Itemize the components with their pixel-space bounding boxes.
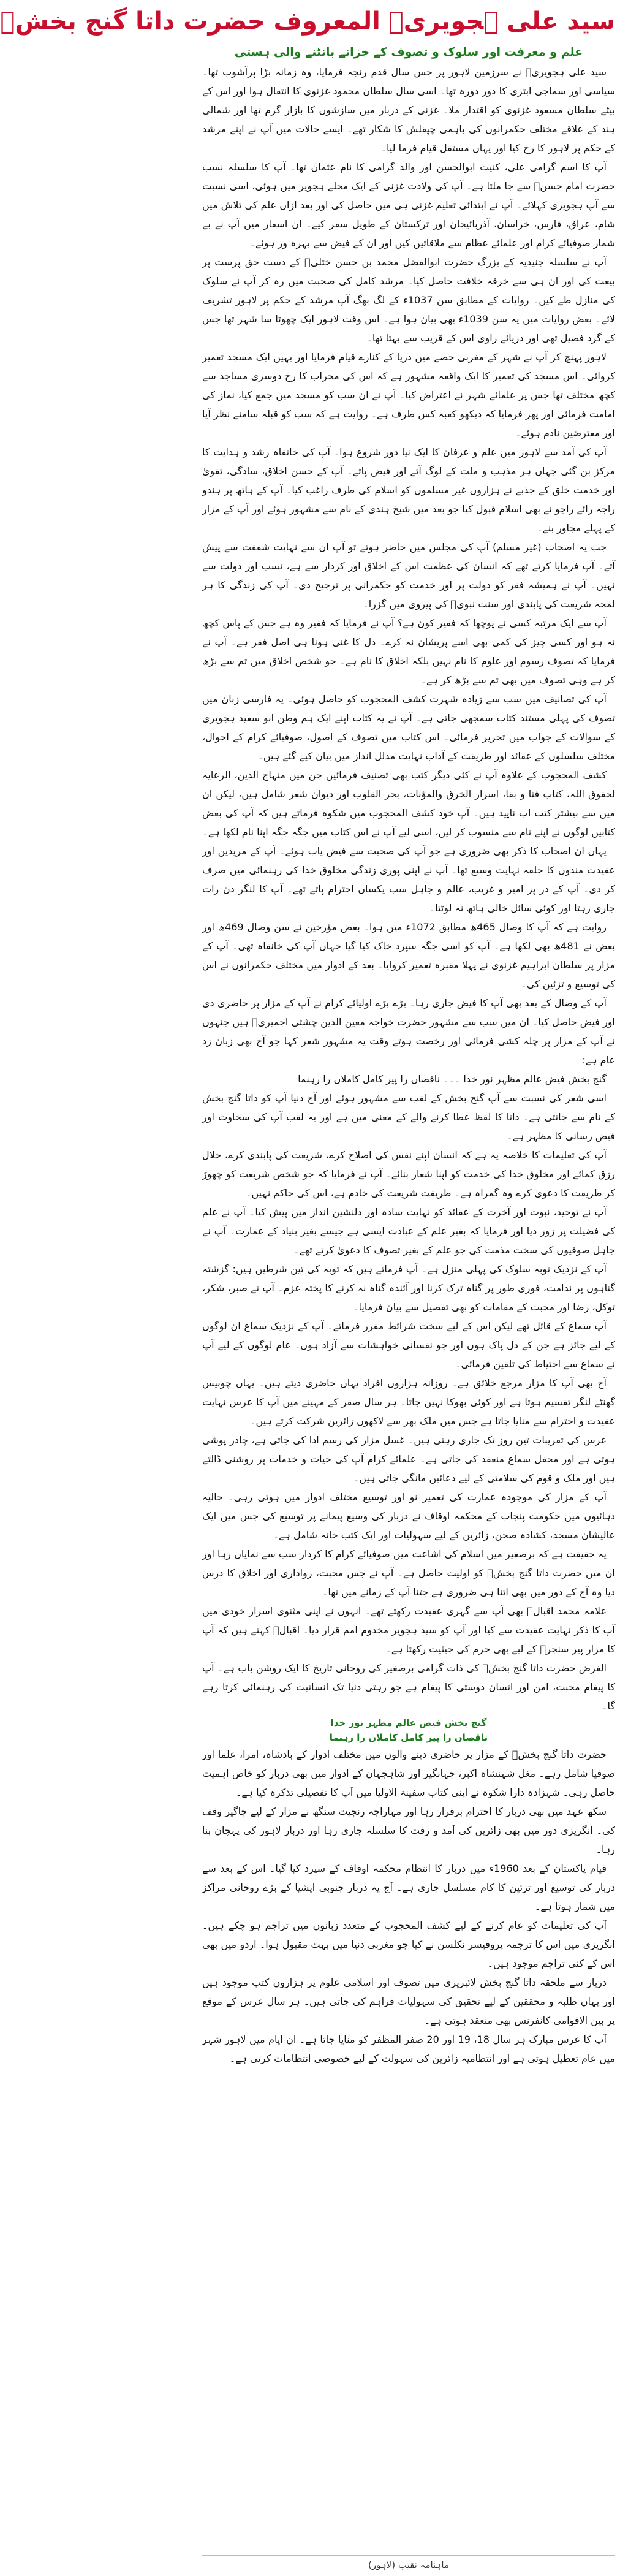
paragraph: یہاں ان اصحاب کا ذکر بھی ضروری ہے جو آپ کی صحبت سے فیض یاب ہوئے۔ آپ کے مریدین اور عقیدت مندوں کا حلقہ نہایت وسیع تھا۔ آپ نے اپنی پوری زندگی مخلوق خدا کی رہنمائی میں صرف کر دی۔ آپ کے در پر امیر و غریب، عالم و جاہل سب یکساں احترام پاتے تھے۔ آپ کا لنگر دن رات جاری رہتا اور کوئی سائل خالی ہاتھ نہ لوٹتا۔ <box>202 845 615 914</box>
paragraph: آپ کا عرس مبارک ہر سال 18، 19 اور 20 صفر المظفر کو منایا جاتا ہے۔ ان ایام میں لاہور شہر میں عام تعطیل ہوتی ہے اور انتظامیہ زائرین کی سہولت کے لیے خصوصی انتظامات کرتی ہے۔ <box>202 2034 615 2064</box>
paragraph: یہ حقیقت ہے کہ برصغیر میں اسلام کی اشاعت میں صوفیائے کرام کا کردار سب سے نمایاں رہا اور ان میں حضرت داتا گنج بخشؒ کو اولیت حاصل ہے۔ آپ نے جس محبت، رواداری اور اخلاق کا درس دیا وہ آج کے دور میں بھی اتنا ہی ضروری ہے جتنا آپ کے زمانے میں تھا۔ <box>202 1548 615 1598</box>
paragraph: دربار سے ملحقہ داتا گنج بخش لائبریری میں تصوف اور اسلامی علوم پر ہزاروں کتب موجود ہیں اور یہاں طلبہ و محققین کے لیے تحقیق کی سہولیات فراہم کی جاتی ہیں۔ ہر سال عرس کے موقع پر بین الاقوامی کانفرنس بھی منعقد ہوتی ہے۔ <box>202 1977 615 2026</box>
paragraph: آپ کی تعلیمات کا خلاصہ یہ ہے کہ انسان اپنے نفس کی اصلاح کرے، شریعت کی پابندی کرے، حلال رزق کمائے اور مخلوق خدا کی خدمت کو اپنا شعار بنائے۔ آپ نے فرمایا کہ جو شخص شریعت کو چھوڑ کر طریقت کا دعویٰ کرے وہ گمراہ ہے۔ طریقت شریعت کی خادم ہے، اس کی حاکم نہیں۔ <box>202 1149 615 1199</box>
paragraph: اسی شعر کی نسبت سے آپ گنج بخش کے لقب سے مشہور ہوئے اور آج دنیا آپ کو داتا گنج بخش کے نام سے جانتی ہے۔ داتا کا لفظ عطا کرنے والے کے معنی میں ہے اور یہ لقب آپ کی سخاوت اور فیض رسانی کا مظہر ہے۔ <box>202 1092 615 1142</box>
paragraph: سکھ عہد میں بھی دربار کا احترام برقرار رہا اور مہاراجہ رنجیت سنگھ نے مزار کے لیے جاگیر وقف کی۔ انگریزی دور میں بھی زائرین کی آمد و رفت کا سلسلہ جاری رہا اور دربار لاہور کی پہچان بنا رہا۔ <box>202 1806 615 1855</box>
paragraph: آپ سے ایک مرتبہ کسی نے پوچھا کہ فقیر کون ہے؟ آپ نے فرمایا کہ فقیر وہ ہے جس کے پاس کچھ نہ ہو اور کسی چیز کی کمی بھی اسے پریشان نہ کرے۔ دل کا غنی ہونا ہی اصل فقر ہے۔ آپ نے فرمایا کہ تصوف رسوم اور علوم کا نام نہیں بلکہ اخلاق کا نام ہے۔ جو شخص اخلاق میں تم سے بڑھ کر ہے وہی تصوف میں بھی تم سے بڑھ کر ہے۔ <box>202 617 615 686</box>
paragraph: گنج بخش فیض عالم مظہر نور خدا ۔۔۔ ناقصاں را پیر کامل کاملاں را رہنما <box>298 1073 607 1085</box>
section-heading: علم و معرفت اور سلوک و تصوف کے خزانے بانٹنے والی ہستی <box>234 45 583 59</box>
article-body-part-1 <box>202 63 615 1715</box>
paragraph: آپ کا اسم گرامی علی، کنیت ابوالحسن اور والد گرامی کا نام عثمان تھا۔ آپ کا سلسلہ نسب حضرت امام حسنؓ سے جا ملتا ہے۔ آپ کی ولادت غزنی کے ایک محلے ہجویر میں ہوئی، اسی نسبت سے آپ ہجویری کہلائے۔ آپ نے ابتدائی تعلیم غزنی ہی میں حاصل کی اور بعد ازاں علم کی تلاش میں شام، عراق، فارس، خراسان، آذربائیجان اور ترکستان کے طویل سفر کیے۔ ان اسفار میں آپ نے بے شمار صوفیائے کرام اور علمائے عظام سے ملاقاتیں کیں اور ان کے فیض سے بہرہ ور ہوئے۔ <box>202 161 615 249</box>
paragraph: آپ کی تعلیمات کو عام کرنے کے لیے کشف المحجوب کے متعدد زبانوں میں تراجم ہو چکے ہیں۔ انگریزی میں اس کا ترجمہ پروفیسر نکلسن نے کیا جو مغربی دنیا میں بہت مقبول ہوا۔ اردو میں بھی اس کے کئی تراجم موجود ہیں۔ <box>202 1920 615 1969</box>
paragraph: آپ نے توحید، نبوت اور آخرت کے عقائد کو نہایت سادہ اور دلنشین انداز میں پیش کیا۔ آپ نے علم کی فضیلت پر زور دیا اور فرمایا کہ بغیر علم کے عبادت ایسی ہے جیسے بغیر بنیاد کے عمارت۔ آپ نے جاہل صوفیوں کی سخت مذمت کی جو علم کے بغیر تصوف کا دعویٰ کرتے تھے۔ <box>202 1206 615 1256</box>
paragraph: سید علی ہجویریؒ نے سرزمین لاہور پر جس سال قدم رنجہ فرمایا، وہ زمانہ بڑا پرآشوب تھا۔ سیاسی اور سماجی ابتری کا دور دورہ تھا۔ اسی سال سلطان محمود غزنوی کا انتقال ہوا اور اس کے بیٹے سلطان مسعود غزنوی کو اقتدار ملا۔ غزنی کے دربار میں سازشوں کا بازار گرم تھا اور شمالی ہند کے علاقے مختلف حکمرانوں کی باہمی چپقلش کا شکار تھے۔ ایسے حالات میں آپ نے اپنے مرشد کے حکم پر لاہور کا رخ کیا اور یہاں مستقل قیام فرما لیا۔ <box>202 66 615 154</box>
paragraph: آپ کے نزدیک توبہ سلوک کی پہلی منزل ہے۔ آپ فرماتے ہیں کہ توبہ کی تین شرطیں ہیں: گزشتہ گناہوں پر ندامت، فوری طور پر گناہ ترک کرنا اور آئندہ گناہ نہ کرنے کا پختہ عزم۔ آپ نے صبر، شکر، توکل، رضا اور محبت کے مقامات کو بھی تفصیل سے بیان فرمایا۔ <box>202 1263 615 1313</box>
paragraph: لاہور پہنچ کر آپ نے شہر کے مغربی حصے میں دریا کے کنارے قیام فرمایا اور یہیں ایک مسجد تعمیر کروائی۔ اس مسجد کی تعمیر کا ایک واقعہ مشہور ہے کہ اس کی محراب کا رخ دوسری مساجد سے کچھ مختلف تھا جس پر علمائے شہر نے اعتراض کیا۔ آپ نے ان سب کو مسجد میں جمع کیا، نماز کی امامت فرمائی اور پھر فرمایا کہ دیکھو کعبہ کس طرف ہے۔ روایت ہے کہ سب کو قبلہ سامنے نظر آیا اور معترضین نادم ہوئے۔ <box>202 351 615 439</box>
paragraph: جب یہ اصحاب (غیر مسلم) آپ کی مجلس میں حاضر ہوتے تو آپ ان سے نہایت شفقت سے پیش آتے۔ آپ فرمایا کرتے تھے کہ انسان کی عظمت اس کے اخلاق اور کردار سے ہے، نسب اور دولت سے نہیں۔ آپ نے ہمیشہ فقر کو دولت پر اور خدمت کو حکمرانی پر ترجیح دی۔ آپ کی زندگی کا ہر لمحہ شریعت کی پابندی اور سنت نبویؐ کی پیروی میں گزرا۔ <box>202 541 615 610</box>
paragraph: قیام پاکستان کے بعد 1960ء میں دربار کا انتظام محکمہ اوقاف کے سپرد کیا گیا۔ اس کے بعد سے دربار کی توسیع اور تزئین کا کام مسلسل جاری ہے۔ آج یہ دربار جنوبی ایشیا کے بڑے روحانی مراکز میں شمار ہوتا ہے۔ <box>202 1863 615 1912</box>
paragraph: کشف المحجوب کے علاوہ آپ نے کئی دیگر کتب بھی تصنیف فرمائیں جن میں منہاج الدین، الرعایہ لحقوق اللہ، کتاب فنا و بقا، اسرار الخرق والمؤنات، بحر القلوب اور دیوان شعر شامل ہیں، لیکن ان میں سے بیشتر کتب اب ناپید ہیں۔ آپ خود کشف المحجوب میں شکوہ فرماتے ہیں کہ آپ کی بعض کتابیں لوگوں نے اپنے نام سے منسوب کر لیں، اسی لیے آپ نے اس کتاب میں جگہ جگہ اپنا نام لکھا ہے۔ <box>202 769 615 838</box>
paragraph: آپ سماع کے قائل تھے لیکن اس کے لیے سخت شرائط مقرر فرماتے۔ آپ کے نزدیک سماع ان لوگوں کے لیے جائز ہے جن کے دل پاک ہوں اور جو نفسانی خواہشات سے آزاد ہوں۔ عام لوگوں کے لیے آپ نے سماع سے احتیاط کی تلقین فرمائی۔ <box>202 1320 615 1370</box>
paragraph: روایت ہے کہ آپ کا وصال 465ھ مطابق 1072ء میں ہوا۔ بعض مؤرخین نے سن وصال 469ھ اور بعض نے 481ھ بھی لکھا ہے۔ آپ کو اسی جگہ سپرد خاک کیا گیا جہاں آپ کی خانقاہ تھی۔ آپ کے مزار پر سلطان ابراہیم غزنوی نے پہلا مقبرہ تعمیر کروایا۔ بعد کے ادوار میں مختلف حکمرانوں نے اس کی توسیع و تزئین کی۔ <box>202 921 616 990</box>
couplet-line-2: ناقصاں را پیر کامل کاملاں را رہنما <box>329 1732 488 1743</box>
article-footer: ماہنامہ نقیب (لاہور) <box>202 2555 615 2576</box>
paragraph: الغرض حضرت داتا گنج بخشؒ کی ذات گرامی برصغیر کی روحانی تاریخ کا ایک روشن باب ہے۔ آپ کا پیغام محبت، امن اور انسان دوستی کا پیغام ہے جو رہتی دنیا تک انسانیت کی رہنمائی کرتا رہے گا۔ <box>202 1662 615 1712</box>
couplet-line-1: گنج بخش فیض عالم مظہر نور خدا <box>330 1717 487 1728</box>
paragraph: علامہ محمد اقبالؒ بھی آپ سے گہری عقیدت رکھتے تھے۔ انہوں نے اپنی مثنوی اسرار خودی میں آپ کا ذکر نہایت عقیدت سے کیا اور آپ کو سید ہجویر مخدوم امم قرار دیا۔ اقبالؒ کہتے ہیں کہ آپ کا مزار پیر سنجرؒ کے لیے بھی حرم کی حیثیت رکھتا ہے۔ <box>202 1605 615 1655</box>
paragraph: عرس کی تقریبات تین روز تک جاری رہتی ہیں۔ غسل مزار کی رسم ادا کی جاتی ہے، چادر پوشی ہوتی ہے اور محفل سماع منعقد کی جاتی ہے۔ علمائے کرام آپ کی حیات و خدمات پر روشنی ڈالتے ہیں اور ملک و قوم کی سلامتی کے لیے دعائیں مانگی جاتی ہیں۔ <box>202 1434 615 1484</box>
paragraph: آپ کی تصانیف میں سب سے زیادہ شہرت کشف المحجوب کو حاصل ہوئی۔ یہ فارسی زبان میں تصوف کی پہلی مستند کتاب سمجھی جاتی ہے۔ آپ نے یہ کتاب اپنے ایک ہم وطن ابو سعید ہجویری کے سوالات کے جواب میں تحریر فرمائی۔ اس کتاب میں تصوف کے اصول، صوفیائے کرام کے احوال، مختلف سلسلوں کے عقائد اور طریقت کے آداب نہایت مدلل انداز میں بیان کیے گئے ہیں۔ <box>202 693 615 762</box>
paragraph: آپ کے مزار کی موجودہ عمارت کی تعمیر نو اور توسیع مختلف ادوار میں ہوتی رہی۔ حالیہ دہائیوں میں حکومت پنجاب کے محکمہ اوقاف نے دربار کی وسیع پیمانے پر توسیع کی جس میں ایک عالیشان مسجد، کشادہ صحن، زائرین کے لیے سہولیات اور ایک کتب خانہ شامل ہے۔ <box>202 1491 615 1541</box>
paragraph: آج بھی آپ کا مزار مرجع خلائق ہے۔ روزانہ ہزاروں افراد یہاں حاضری دیتے ہیں۔ یہاں چوبیس گھنٹے لنگر تقسیم ہوتا ہے اور کوئی بھوکا نہیں جاتا۔ ہر سال صفر کے مہینے میں آپ کا عرس نہایت عقیدت و احترام سے منایا جاتا ہے جس میں ملک بھر سے لاکھوں زائرین شرکت کرتے ہیں۔ <box>202 1377 615 1427</box>
paragraph: آپ کے وصال کے بعد بھی آپ کا فیض جاری رہا۔ بڑے بڑے اولیائے کرام نے آپ کے مزار پر حاضری دی اور فیض حاصل کیا۔ ان میں سب سے مشہور حضرت خواجہ معین الدین چشتی اجمیریؒ ہیں جنہوں نے آپ کے مزار پر چلہ کشی فرمائی اور رخصت ہوتے وقت یہ مشہور شعر کہا جو آج بھی زبان زد عام ہے: <box>202 997 615 1066</box>
article-body-part-2 <box>202 1745 615 2068</box>
paragraph: آپ نے سلسلہ جنیدیہ کے بزرگ حضرت ابوالفضل محمد بن حسن ختلیؒ کے دست حق پرست پر بیعت کی اور ان ہی سے خرقہ خلافت حاصل کیا۔ مرشد کامل کی صحبت میں رہ کر آپ نے سلوک کی منازل طے کیں۔ روایات کے مطابق سن 1037ء کے لگ بھگ آپ مرشد کے حکم پر لاہور تشریف لائے۔ بعض روایات میں یہ سن 1039ء بھی بیان ہوا ہے۔ اس وقت لاہور ایک چھوٹا سا شہر تھا جس کے گرد فصیل تھی اور دریائے راوی اس کے قریب سے بہتا تھا۔ <box>202 256 616 344</box>
spacer <box>202 2068 615 2553</box>
article-title: سید علی ہجویریؒ المعروف حضرت داتا گنج بخشؒ <box>0 7 615 36</box>
paragraph: آپ کی آمد سے لاہور میں علم و عرفان کا ایک نیا دور شروع ہوا۔ آپ کی خانقاہ رشد و ہدایت کا مرکز بن گئی جہاں ہر مذہب و ملت کے لوگ آتے اور فیض پاتے۔ آپ کے حسن اخلاق، سادگی، تقویٰ اور خدمت خلق کے جذبے نے ہزاروں غیر مسلموں کو اسلام کی طرف راغب کیا۔ آپ کے ہاتھ پر ہندو راجہ رائے راجو نے بھی اسلام قبول کیا جو بعد میں شیخ ہندی کے نام سے مشہور ہوئے اور آپ کے مزار کے پہلے مجاور بنے۔ <box>202 446 615 534</box>
paragraph: حضرت داتا گنج بخشؒ کے مزار پر حاضری دینے والوں میں مختلف ادوار کے بادشاہ، امرا، علما اور صوفیا شامل رہے۔ مغل شہنشاہ اکبر، جہانگیر اور شاہجہان کے ادوار میں بھی دربار کو خاص اہمیت حاصل رہی۔ شہزادہ دارا شکوہ نے اپنی کتاب سفینۃ الاولیا میں آپ کا تفصیلی تذکرہ کیا ہے۔ <box>202 1749 615 1798</box>
